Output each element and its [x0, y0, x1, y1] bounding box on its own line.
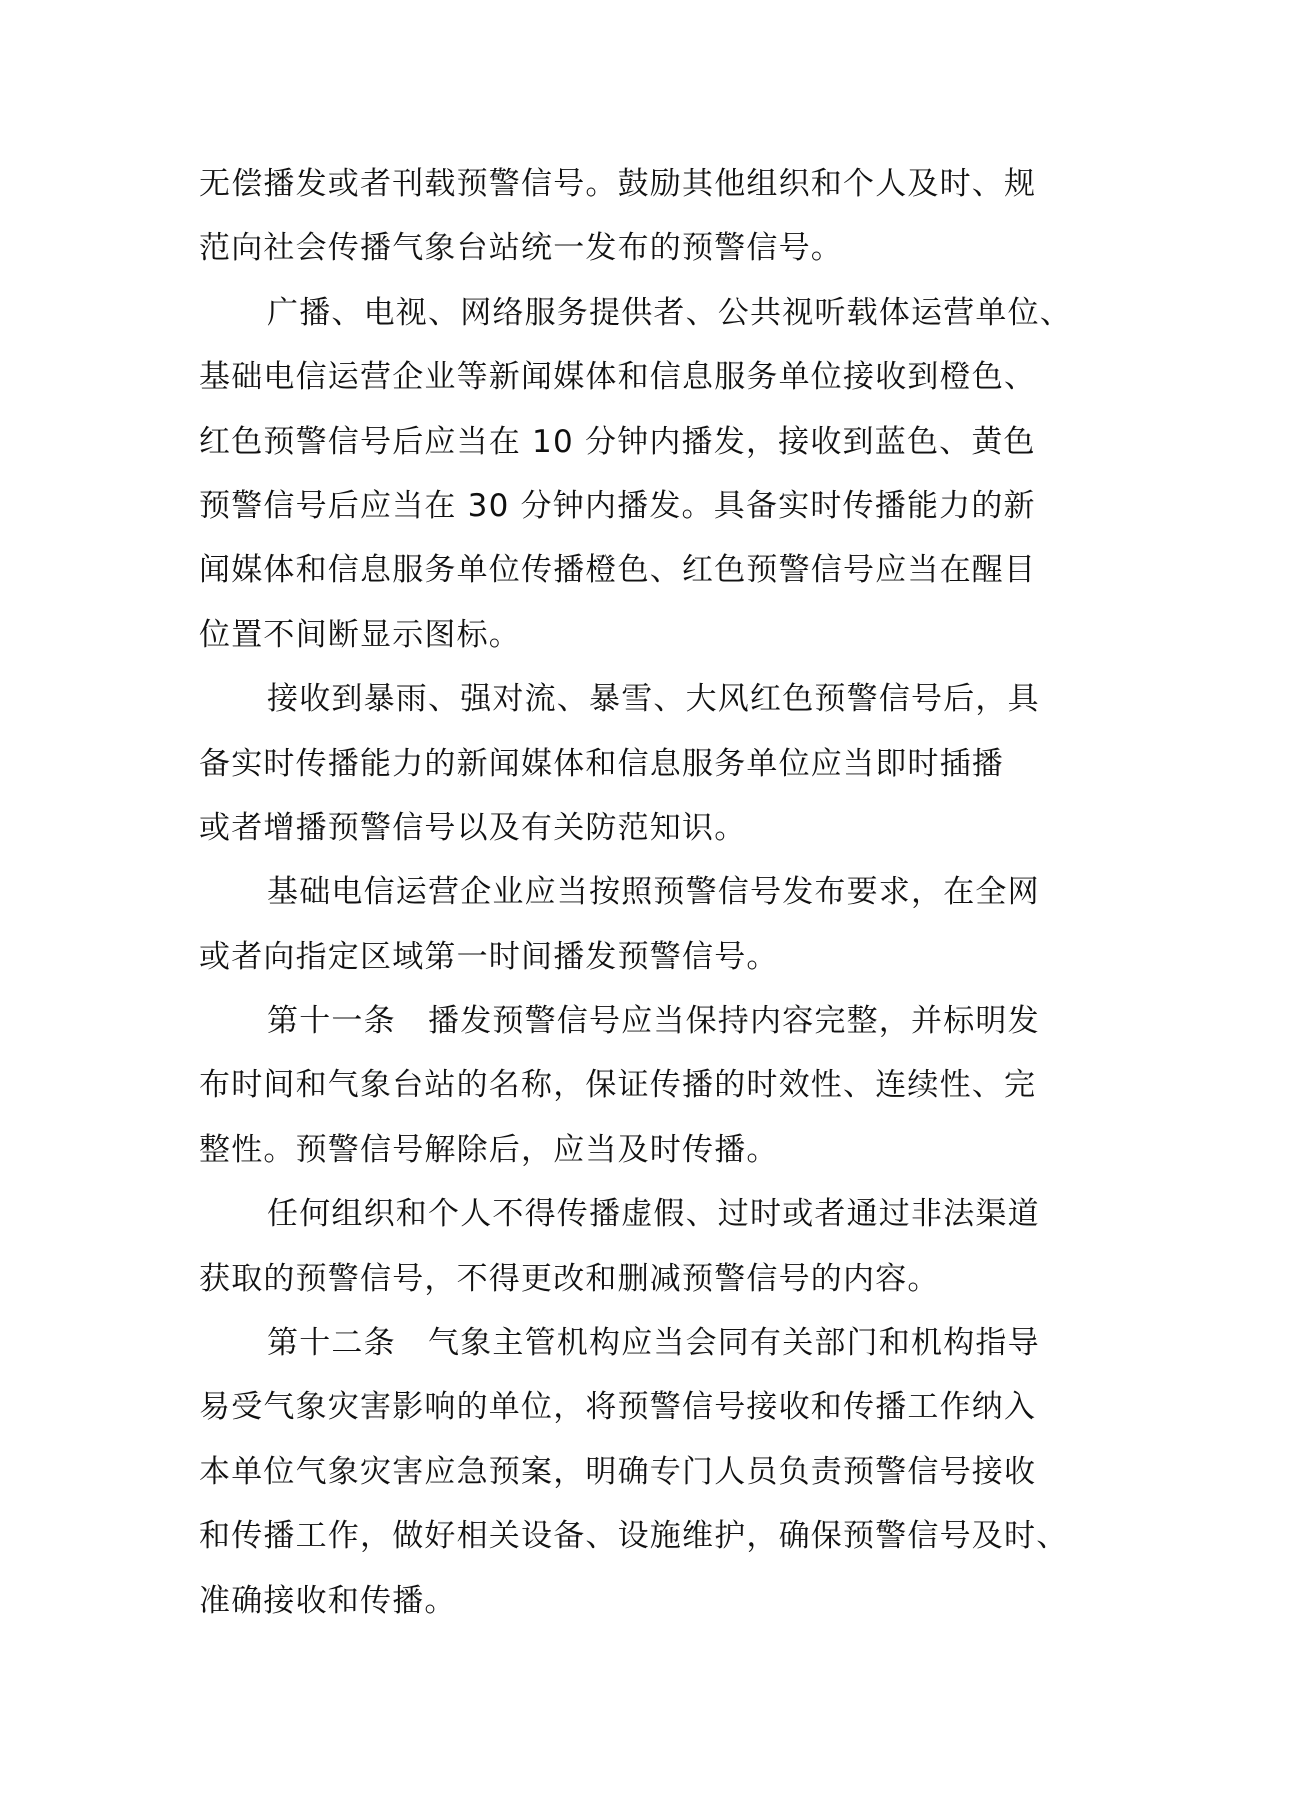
text-line: 获取的预警信号，不得更改和删减预警信号的内容。: [199, 1260, 940, 1297]
text-line: 备实时传播能力的新闻媒体和信息服务单位应当即时插播: [199, 745, 1004, 782]
text-line: 接收到暴雨、强对流、暴雪、大风红色预警信号后，具: [267, 681, 1040, 718]
text-line: 易受气象灾害影响的单位，将预警信号接收和传播工作纳入: [199, 1389, 1037, 1426]
text-line: 准确接收和传播。: [199, 1582, 457, 1619]
text-line: 或者向指定区域第一时间播发预警信号。: [199, 938, 779, 975]
text-line: 第十一条 播发预警信号应当保持内容完整，并标明发: [267, 1003, 1040, 1040]
text-line: 和传播工作，做好相关设备、设施维护，确保预警信号及时、: [199, 1518, 1069, 1555]
text-line: 或者增播预警信号以及有关防范知识。: [199, 809, 747, 846]
text-line: 红色预警信号后应当在 10 分钟内播发，接收到蓝色、黄色: [199, 423, 1036, 460]
text-line: 基础电信运营企业等新闻媒体和信息服务单位接收到橙色、: [199, 359, 1037, 396]
text-line: 布时间和气象台站的名称，保证传播的时效性、连续性、完: [199, 1067, 1037, 1104]
text-line: 位置不间断显示图标。: [199, 616, 521, 653]
text-line: 本单位气象灾害应急预案，明确专门人员负责预警信号接收: [199, 1453, 1037, 1490]
text-line: 整性。预警信号解除后，应当及时传播。: [199, 1131, 779, 1168]
text-line: 预警信号后应当在 30 分钟内播发。具备实时传播能力的新: [199, 487, 1036, 524]
text-line: 范向社会传播气象台站统一发布的预警信号。: [199, 230, 843, 267]
text-line: 闻媒体和信息服务单位传播橙色、红色预警信号应当在醒目: [199, 552, 1037, 589]
text-line: 第十二条 气象主管机构应当会同有关部门和机构指导: [267, 1325, 1040, 1362]
document-body: [199, 152, 1099, 1633]
text-line: 无偿播发或者刊载预警信号。鼓励其他组织和个人及时、规: [199, 166, 1037, 202]
text-line: 广播、电视、网络服务提供者、公共视听载体运营单位、: [267, 294, 1072, 331]
text-line: 任何组织和个人不得传播虚假、过时或者通过非法渠道: [267, 1196, 1040, 1233]
text-line: 基础电信运营企业应当按照预警信号发布要求，在全网: [267, 874, 1040, 911]
